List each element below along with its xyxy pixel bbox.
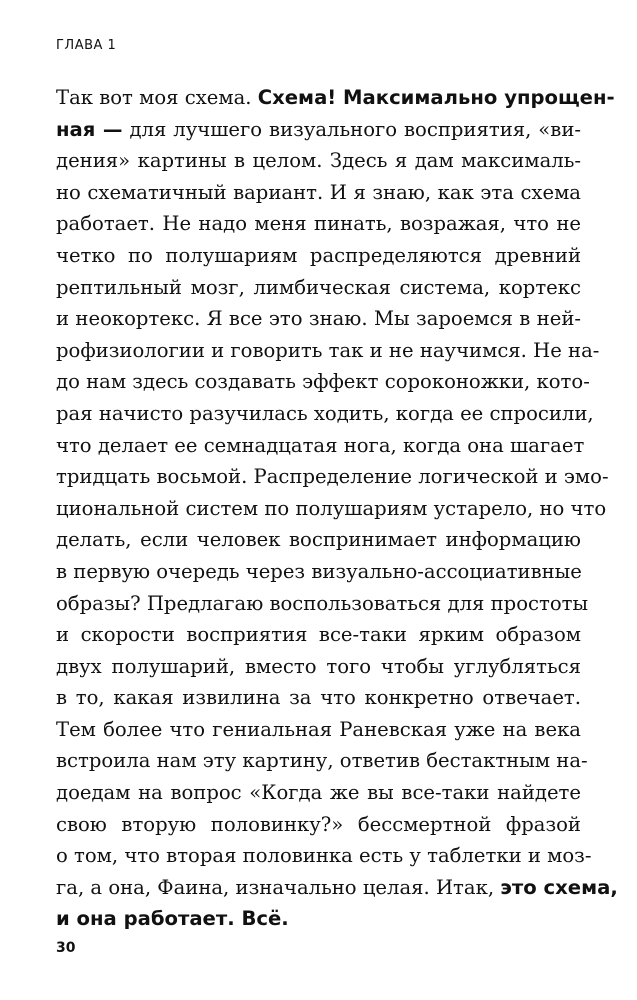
text-line <box>56 114 581 146</box>
text-segment: для лучшего визуального восприятия, «ви- <box>122 117 581 141</box>
text-line <box>56 82 615 114</box>
text-line <box>56 840 592 872</box>
bold-text-segment: это схема, <box>500 875 618 899</box>
text-segment: в то, какая извилина за что конкретно отвечает. <box>56 686 581 710</box>
text-line <box>56 651 581 683</box>
text-line <box>56 366 590 398</box>
text-segment: четко по полушариям распределяются древний <box>56 243 581 267</box>
text-line <box>56 177 581 209</box>
text-segment: рофизиологии и говорить так и не научимся. Не на- <box>56 338 600 362</box>
text-segment: образы? Предлагаю воспользоваться для простоты <box>56 591 589 615</box>
text-line <box>56 745 588 777</box>
text-line <box>56 208 581 240</box>
text-line <box>56 272 581 304</box>
text-line <box>56 398 594 430</box>
text-line <box>56 335 600 367</box>
text-segment: дения» картины в целом. Здесь я дам максималь- <box>56 149 581 173</box>
text-segment: Тем более что гениальная Раневская уже на века <box>56 717 581 741</box>
text-segment: до нам здесь создавать эффект сороконожки, кото- <box>56 370 590 394</box>
text-segment: доедам на вопрос «Когда же вы все-таки найдете <box>56 781 581 805</box>
text-segment: рептильный мозг, лимбическая система, кортекс <box>56 275 581 299</box>
text-line <box>56 777 581 809</box>
text-segment: двух полушарий, вместо того чтобы углубляться <box>56 654 581 678</box>
text-segment: тридцать восьмой. Распределение логической и эмо- <box>56 465 609 489</box>
text-segment: делать, если человек воспринимает информацию <box>56 528 581 552</box>
text-segment: работает. Не надо меня пинать, возражая, что не <box>56 212 581 236</box>
text-line <box>56 556 581 588</box>
text-line <box>56 682 581 714</box>
text-line <box>56 430 585 462</box>
text-line <box>56 493 607 525</box>
text-segment: свою вторую половинку?» бессмертной фразой <box>56 812 581 836</box>
text-line <box>56 240 581 272</box>
text-segment: Так вот моя схема. <box>56 86 258 109</box>
text-segment: циональной систем по полушариям устарело, но что <box>56 496 607 520</box>
bold-text-segment: Схема! Максимально упрощен- <box>257 86 615 109</box>
text-line <box>56 872 618 904</box>
text-segment: но схематичный вариант. И я знаю, как эта схема <box>56 180 581 204</box>
text-line <box>56 461 609 493</box>
text-segment: рая начисто разучилась ходить, когда ее спросили, <box>56 401 594 425</box>
text-line <box>56 809 581 841</box>
text-line <box>56 524 581 556</box>
page-number: 30 <box>56 940 76 956</box>
text-line <box>56 303 581 335</box>
body-paragraph <box>56 82 618 935</box>
text-line <box>56 714 581 746</box>
bold-text-segment: ная — <box>56 117 123 141</box>
text-segment: что делает ее семнадцатая нога, когда она шагает <box>56 433 585 457</box>
running-head-chapter: ГЛАВА 1 <box>56 38 117 53</box>
text-segment: встроила нам эту картину, ответив бестактным на- <box>56 749 588 773</box>
text-segment: га, а она, Фаина, изначально целая. Итак, <box>56 875 501 899</box>
text-line <box>56 145 581 177</box>
text-line <box>56 588 589 620</box>
text-segment: и скорости восприятия все-таки ярким образом <box>56 623 581 647</box>
text-segment: о том, что вторая половинка есть у таблетки и моз- <box>56 844 592 868</box>
bold-text-segment: и она работает. Всё. <box>56 907 289 931</box>
text-segment: и неокортекс. Я все это знаю. Мы зароемся в ней- <box>56 307 581 331</box>
text-line <box>56 619 581 651</box>
text-line <box>56 903 581 935</box>
text-segment: в первую очередь через визуально-ассоциативные <box>56 559 582 583</box>
